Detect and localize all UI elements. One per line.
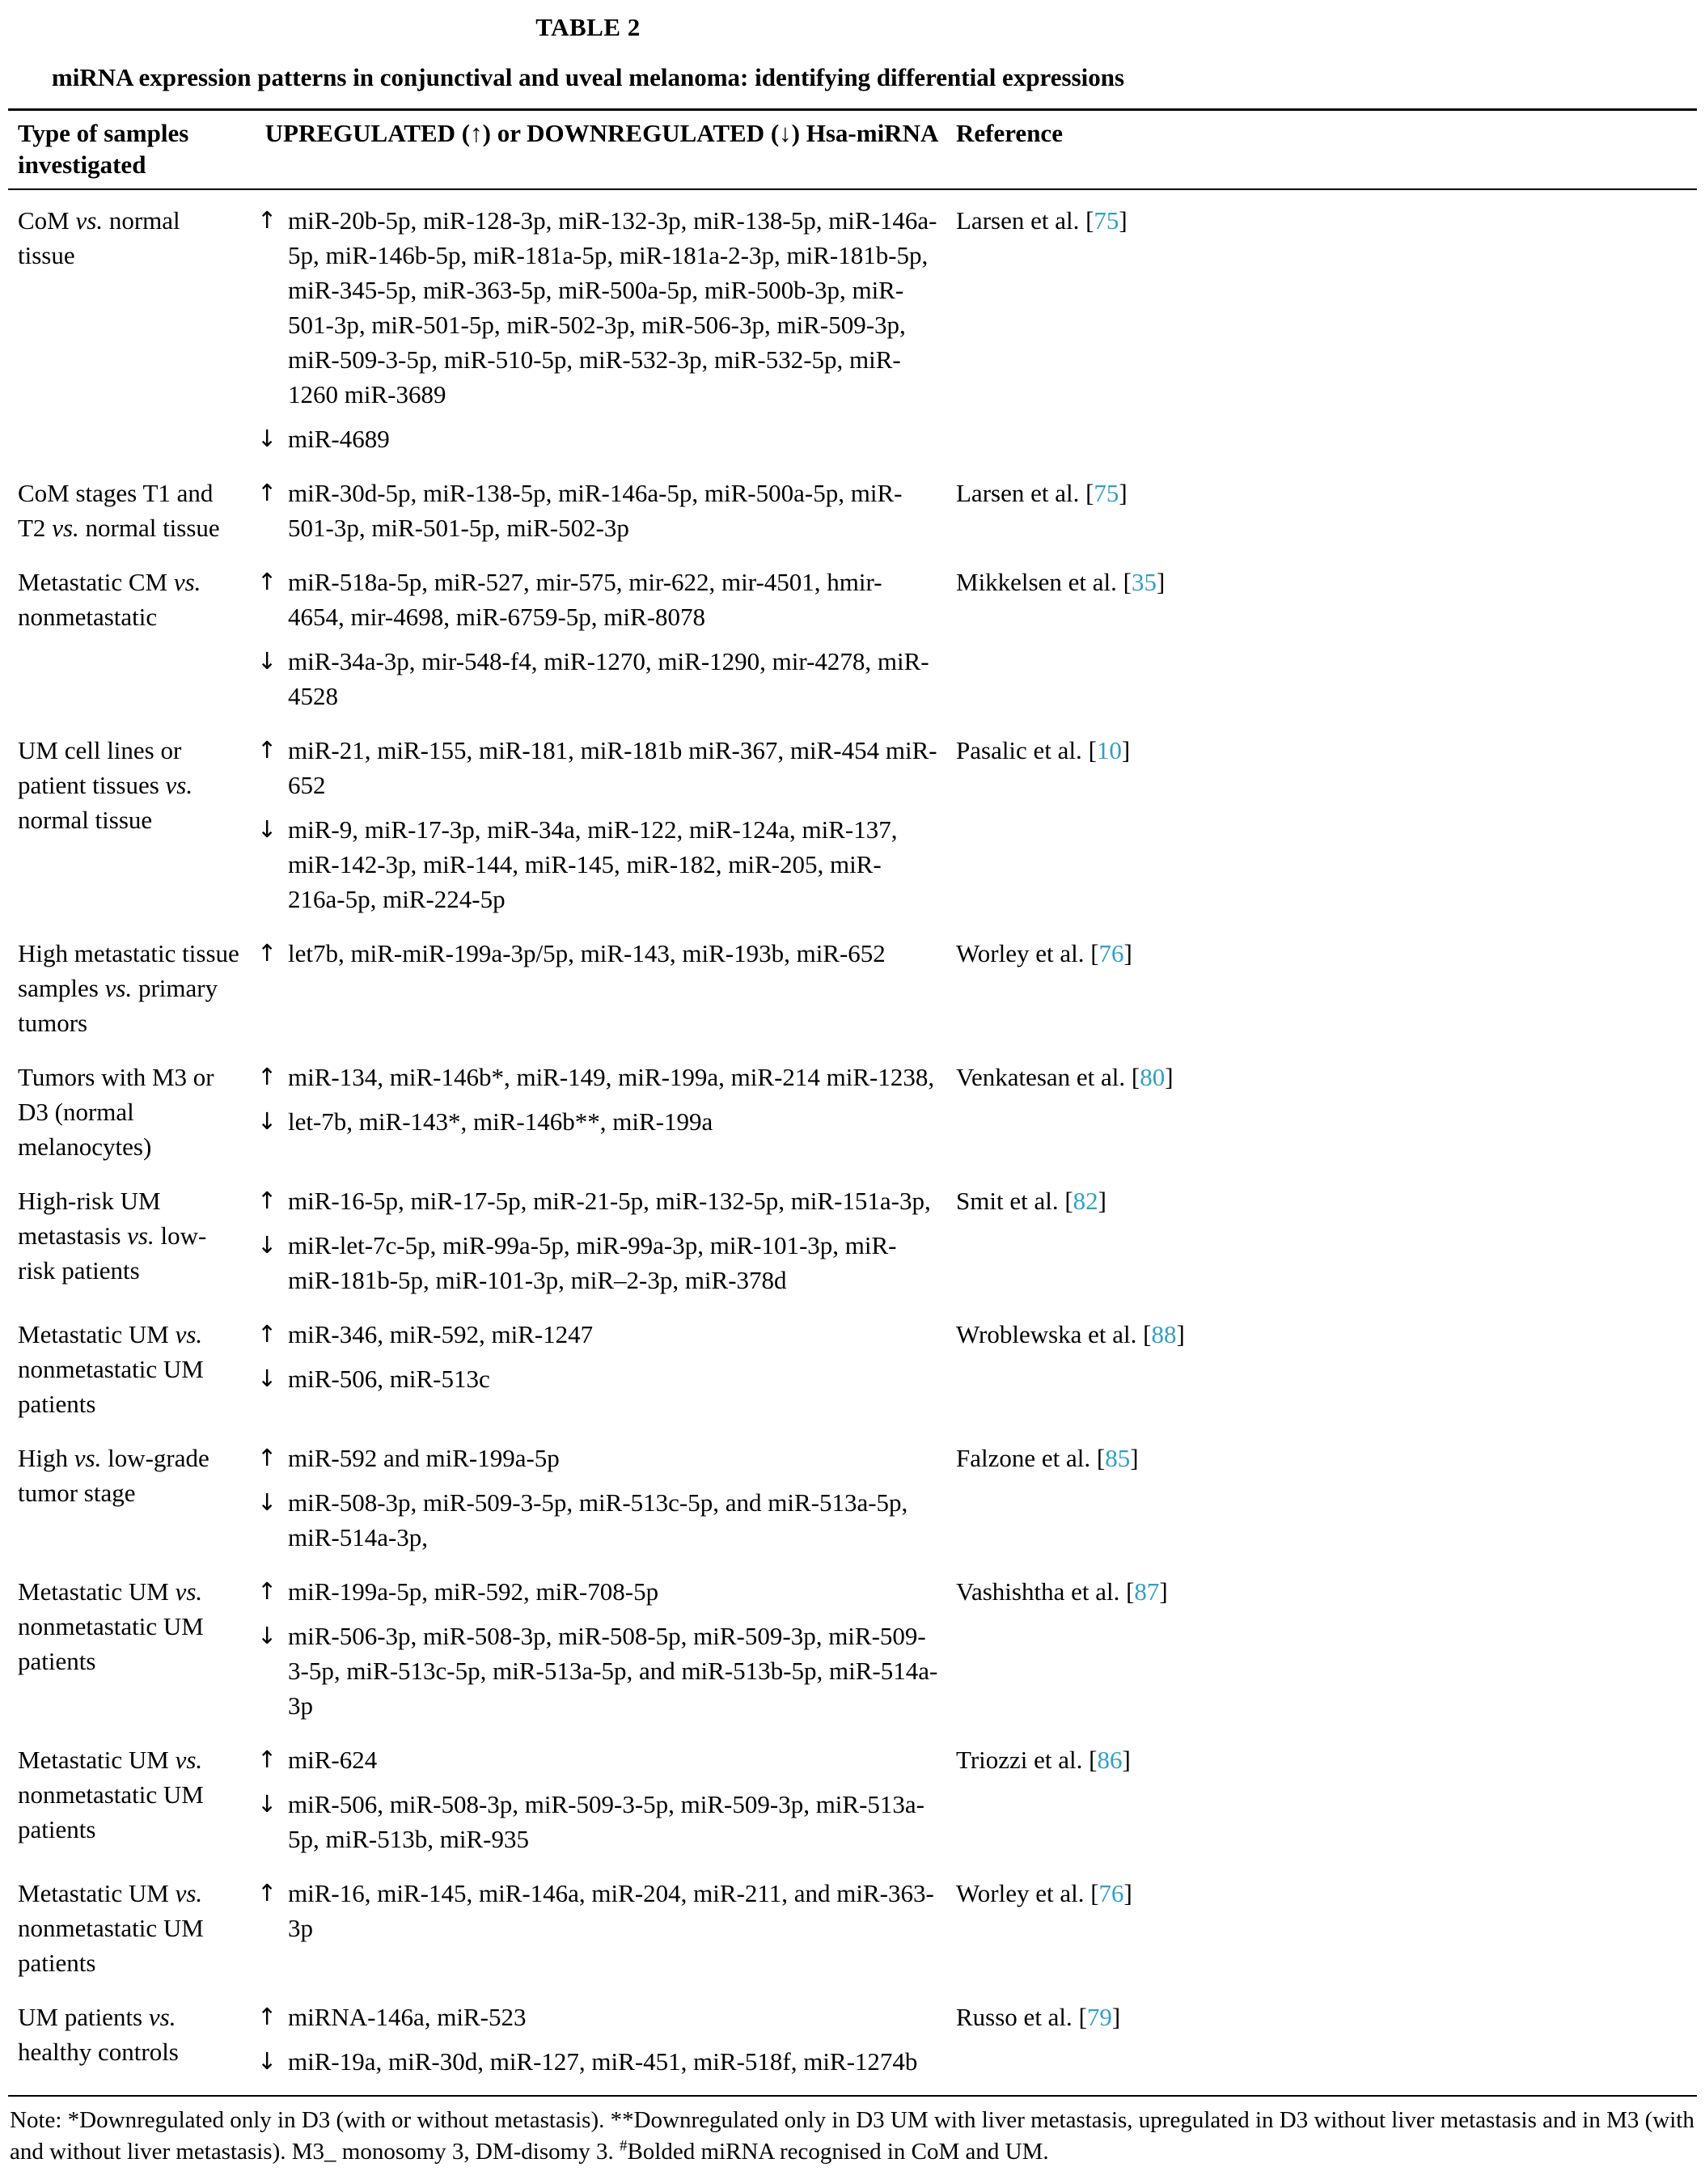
reference-authors: Venkatesan et al. xyxy=(956,1063,1132,1091)
footnote-text: # xyxy=(619,2137,628,2155)
sample-cell xyxy=(8,733,257,916)
reference-authors: Worley et al. xyxy=(956,1879,1091,1907)
up-arrow-icon: ↑ xyxy=(257,939,277,967)
reference-cell xyxy=(946,565,1697,713)
reference-authors: Worley et al. xyxy=(956,939,1091,967)
reference-cell xyxy=(946,476,1697,545)
citation-bracket: ] xyxy=(1123,939,1132,967)
mirna-cell xyxy=(257,476,946,545)
citation-link[interactable]: 88 xyxy=(1151,1320,1177,1348)
sample-text: UM cell lines or patient tissues xyxy=(18,736,182,799)
sample-vs-italic: vs. xyxy=(165,771,193,799)
mirna-entry xyxy=(257,644,938,713)
mirna-entry xyxy=(257,1361,938,1396)
mirna-entry xyxy=(257,421,938,456)
header-reference: Reference xyxy=(956,119,1063,147)
citation-bracket: [ xyxy=(1143,1320,1152,1348)
sample-text: High metastatic tissue samples xyxy=(18,939,239,1002)
reference-authors: Triozzi et al. xyxy=(956,1746,1089,1774)
mirna-entry xyxy=(257,2044,938,2079)
mirna-cell xyxy=(257,1742,946,1856)
sample-vs-italic: vs. xyxy=(104,974,133,1002)
sample-cell xyxy=(8,1183,257,1297)
sample-text: normal tissue xyxy=(78,514,220,542)
footnote-text: Note: *Downregulated only in D3 (with or without metastasis). **Downregulated only in D3 UM with liver metastasis, upregulated in D3 without liver metastasis and in M3 (with and without liver metastasis). M3_ monosomy 3, DM-disomy 3. xyxy=(10,2107,1694,2165)
mirna-cell xyxy=(257,936,946,1040)
mirna-list: miRNA-146a, miR-523 xyxy=(288,2003,527,2031)
mirna-list: let-7b, miR-143*, miR-146b**, miR-199a xyxy=(288,1107,713,1136)
reference-authors: Larsen et al. xyxy=(956,206,1086,235)
citation-link[interactable]: 10 xyxy=(1096,736,1122,764)
reference-cell xyxy=(946,1574,1697,1723)
reference-authors: Smit et al. xyxy=(956,1187,1065,1215)
mirna-entry xyxy=(257,565,938,634)
mirna-entry xyxy=(257,733,938,802)
mirna-list: miR-506, miR-508-3p, miR-509-3-5p, miR-509-3p, miR-513a-5p, miR-513b, miR-935 xyxy=(288,1790,925,1853)
sample-vs-italic: vs. xyxy=(52,514,79,542)
mirna-entry xyxy=(257,1317,938,1352)
sample-vs-italic: vs. xyxy=(127,1221,154,1250)
header-type-of-samples: Type of samples investigated xyxy=(18,119,189,179)
table-row xyxy=(8,1564,1697,1733)
citation-link[interactable]: 76 xyxy=(1098,1879,1124,1907)
sample-cell xyxy=(8,476,257,545)
up-arrow-icon: ↑ xyxy=(257,736,277,764)
sample-text: UM patients xyxy=(18,2003,149,2031)
mirna-cell xyxy=(257,733,946,916)
down-arrow-icon: ↓ xyxy=(257,1488,277,1516)
mirna-entry xyxy=(257,1876,938,1945)
mirna-entry xyxy=(257,936,938,971)
sample-cell xyxy=(8,936,257,1040)
mirna-list: miR-508-3p, miR-509-3-5p, miR-513c-5p, and miR-513a-5p, miR-514a-3p, xyxy=(288,1488,908,1551)
citation-bracket: [ xyxy=(1089,1746,1098,1774)
mirna-cell xyxy=(257,1060,946,1164)
mirna-cell xyxy=(257,203,946,456)
down-arrow-icon: ↓ xyxy=(257,2047,277,2075)
mirna-entry xyxy=(257,2000,938,2034)
sample-text: nonmetastatic UM patients xyxy=(18,1780,204,1843)
table-body xyxy=(8,190,1697,2097)
down-arrow-icon: ↓ xyxy=(257,425,277,452)
citation-bracket: ] xyxy=(1123,1879,1132,1907)
table-row xyxy=(8,193,1697,466)
table-row xyxy=(8,1431,1697,1564)
sample-cell xyxy=(8,1876,257,1980)
citation-bracket: [ xyxy=(1088,736,1097,764)
footnote-text: Bolded miRNA recognised in CoM and UM. xyxy=(627,2139,1049,2165)
table-row xyxy=(8,466,1697,555)
reference-cell xyxy=(946,1317,1697,1421)
table-row xyxy=(8,1866,1697,1990)
reference-cell xyxy=(946,1876,1697,1980)
down-arrow-icon: ↓ xyxy=(257,647,277,675)
mirna-cell xyxy=(257,1317,946,1421)
mirna-list: let7b, miR-miR-199a-3p/5p, miR-143, miR-193b, miR-652 xyxy=(288,939,886,967)
sample-text: Metastatic CM xyxy=(18,568,174,596)
reference-authors: Pasalic et al. xyxy=(956,736,1089,764)
table-footnote xyxy=(8,2097,1697,2168)
sample-cell xyxy=(8,1574,257,1723)
down-arrow-icon: ↓ xyxy=(257,1622,277,1649)
sample-cell xyxy=(8,203,257,456)
mirna-list: miR-518a-5p, miR-527, mir-575, mir-622, mir-4501, hmir-4654, mir-4698, miR-6759-5p, miR-8078 xyxy=(288,568,882,631)
citation-bracket: [ xyxy=(1126,1577,1135,1606)
up-arrow-icon: ↑ xyxy=(257,206,277,234)
mirna-entry xyxy=(257,1104,938,1139)
sample-text: nonmetastatic UM patients xyxy=(18,1612,204,1675)
mirna-list: miR-199a-5p, miR-592, miR-708-5p xyxy=(288,1577,659,1606)
up-arrow-icon: ↑ xyxy=(257,479,277,506)
table-row xyxy=(8,926,1697,1050)
mirna-list: miR-30d-5p, miR-138-5p, miR-146a-5p, miR-500a-5p, miR-501-3p, miR-501-5p, miR-502-3p xyxy=(288,479,903,542)
mirna-entry xyxy=(257,203,938,412)
mirna-entry xyxy=(257,1441,938,1475)
sample-cell xyxy=(8,1317,257,1421)
citation-bracket: [ xyxy=(1064,1187,1073,1215)
table-row xyxy=(8,1990,1697,2089)
sample-text: healthy controls xyxy=(18,2038,179,2066)
mirna-cell xyxy=(257,1876,946,1980)
reference-cell xyxy=(946,1060,1697,1164)
citation-bracket: ] xyxy=(1098,1187,1106,1215)
citation-link[interactable]: 76 xyxy=(1098,939,1124,967)
citation-link[interactable]: 35 xyxy=(1131,568,1157,596)
reference-cell xyxy=(946,936,1697,1040)
sample-text: Metastatic UM xyxy=(18,1577,176,1606)
mirna-list: miR-624 xyxy=(288,1746,378,1774)
sample-text: CoM xyxy=(18,206,76,235)
sample-text: low-grade tumor stage xyxy=(18,1444,209,1507)
up-arrow-icon: ↑ xyxy=(257,1746,277,1773)
up-arrow-icon: ↑ xyxy=(257,1444,277,1471)
mirna-list: miR-134, miR-146b*, miR-149, miR-199a, miR-214 miR-1238, xyxy=(288,1063,935,1091)
up-arrow-icon: ↑ xyxy=(257,1187,277,1214)
mirna-list: miR-4689 xyxy=(288,425,390,453)
citation-bracket: [ xyxy=(1085,206,1094,235)
reference-cell xyxy=(946,1441,1697,1555)
mirna-cell xyxy=(257,1183,946,1297)
sample-text: High xyxy=(18,1444,74,1472)
citation-link[interactable]: 85 xyxy=(1105,1444,1131,1472)
down-arrow-icon: ↓ xyxy=(257,815,277,843)
citation-bracket: ] xyxy=(1156,568,1166,596)
citation-bracket: ] xyxy=(1159,1577,1168,1606)
sample-text: Metastatic UM xyxy=(18,1746,176,1774)
reference-authors: Larsen et al. xyxy=(956,479,1086,507)
sample-text: Tumors with M3 or D3 (normal melanocytes) xyxy=(18,1063,214,1161)
sample-cell xyxy=(8,565,257,713)
citation-bracket: ] xyxy=(1121,736,1131,764)
mirna-entry xyxy=(257,1574,938,1609)
sample-vs-italic: vs. xyxy=(175,1577,203,1606)
mirna-entry xyxy=(257,812,938,916)
down-arrow-icon: ↓ xyxy=(257,1790,277,1818)
sample-vs-italic: vs. xyxy=(75,206,104,235)
sample-text: normal tissue xyxy=(18,206,180,269)
citation-bracket: ] xyxy=(1119,206,1128,235)
table-row xyxy=(8,1307,1697,1431)
mirna-entry xyxy=(257,1228,938,1297)
reference-authors: Falzone et al. xyxy=(956,1444,1097,1472)
mirna-list: miR-16, miR-145, miR-146a, miR-204, miR-211, and miR-363-3p xyxy=(288,1879,934,1942)
sample-text: primary tumors xyxy=(18,974,218,1037)
mirna-cell xyxy=(257,2000,946,2079)
mirna-entry xyxy=(257,1060,938,1094)
citation-link[interactable]: 82 xyxy=(1072,1187,1098,1215)
citation-bracket: ] xyxy=(1176,1320,1185,1348)
mirna-list: miR-19a, miR-30d, miR-127, miR-451, miR-518f, miR-1274b xyxy=(288,2047,918,2076)
reference-authors: Wroblewska et al. xyxy=(956,1320,1144,1348)
citation-bracket: ] xyxy=(1122,1746,1131,1774)
up-arrow-icon: ↑ xyxy=(257,1320,277,1348)
citation-bracket: [ xyxy=(1085,479,1094,507)
sample-text: low-risk patients xyxy=(18,1221,207,1285)
table-title: miRNA expression patterns in conjunctival and uveal melanoma: identifying differential expressions xyxy=(51,63,1125,91)
sample-text: nonmetastatic UM patients xyxy=(18,1355,204,1418)
mirna-list: miR-16-5p, miR-17-5p, miR-21-5p, miR-132-5p, miR-151a-3p, xyxy=(288,1187,931,1215)
table-row xyxy=(8,723,1697,926)
sample-vs-italic: vs. xyxy=(175,1879,203,1907)
mirna-entry xyxy=(257,1183,938,1218)
reference-authors: Russo et al. xyxy=(956,2003,1079,2031)
table-row xyxy=(8,1733,1697,1866)
mirna-entry xyxy=(257,1619,938,1723)
sample-cell xyxy=(8,1441,257,1555)
citation-bracket: [ xyxy=(1078,2003,1087,2031)
table-row xyxy=(8,1174,1697,1307)
mirna-list: miR-20b-5p, miR-128-3p, miR-132-3p, miR-138-5p, miR-146a-5p, miR-146b-5p, miR-181a-5p, miR-181a-2-3p, miR-181b-5p, miR-345-5p, miR-363-5p, miR-500a-5p, miR-500b-3p, miR-501-3p, miR-501-5p, miR-502-3p, miR-506-3p, miR-509-3p, miR-509-3-5p, miR-510-5p, miR-532-3p, miR-532-5p, miR-1260 miR-3689 xyxy=(288,206,937,408)
sample-vs-italic: vs. xyxy=(175,1320,203,1348)
mirna-entry xyxy=(257,1485,938,1555)
sample-text: nonmetastatic UM patients xyxy=(18,1914,204,1977)
down-arrow-icon: ↓ xyxy=(257,1231,277,1259)
mirna-list: miR-506-3p, miR-508-3p, miR-508-5p, miR-509-3p, miR-509-3-5p, miR-513c-5p, miR-513a-5p, and miR-513b-5p, miR-514a-3p xyxy=(288,1622,938,1720)
citation-link[interactable]: 86 xyxy=(1097,1746,1123,1774)
mirna-entry xyxy=(257,476,938,545)
header-upregulated-downregulated: UPREGULATED (↑) or DOWNREGULATED (↓) Hsa-miRNA xyxy=(264,119,939,147)
mirna-cell xyxy=(257,1441,946,1555)
sample-cell xyxy=(8,1742,257,1856)
reference-authors: Vashishtha et al. xyxy=(956,1577,1127,1606)
mirna-cell xyxy=(257,1574,946,1723)
citation-bracket: ] xyxy=(1130,1444,1139,1472)
citation-bracket: [ xyxy=(1090,1879,1099,1907)
citation-bracket: [ xyxy=(1131,1063,1140,1091)
citation-link[interactable]: 79 xyxy=(1086,2003,1112,2031)
sample-cell xyxy=(8,1060,257,1164)
reference-cell xyxy=(946,733,1697,916)
down-arrow-icon: ↓ xyxy=(257,1107,277,1135)
citation-bracket: [ xyxy=(1123,568,1132,596)
mirna-entry xyxy=(257,1787,938,1856)
reference-cell xyxy=(946,203,1697,456)
up-arrow-icon: ↑ xyxy=(257,1063,277,1090)
sample-vs-italic: vs. xyxy=(175,1746,203,1774)
mirna-entry xyxy=(257,1742,938,1777)
mirna-list: miR-506, miR-513c xyxy=(288,1365,490,1393)
sample-text: Metastatic UM xyxy=(18,1320,176,1348)
table-header-row xyxy=(8,108,1697,190)
mirna-cell xyxy=(257,565,946,713)
reference-cell xyxy=(946,2000,1697,2079)
sample-text: CoM stages T1 and T2 xyxy=(18,479,214,542)
sample-text: High-risk UM metastasis xyxy=(18,1187,161,1250)
sample-text: nonmetastatic xyxy=(18,603,158,631)
citation-link[interactable]: 75 xyxy=(1094,479,1119,507)
mirna-list: miR-592 and miR-199a-5p xyxy=(288,1444,560,1472)
reference-cell xyxy=(946,1183,1697,1297)
mirna-list: miR-34a-3p, mir-548-f4, miR-1270, miR-1290, mir-4278, miR-4528 xyxy=(288,647,929,710)
citation-bracket: [ xyxy=(1090,939,1099,967)
citation-bracket: ] xyxy=(1119,479,1128,507)
citation-link[interactable]: 80 xyxy=(1140,1063,1166,1091)
up-arrow-icon: ↑ xyxy=(257,1577,277,1605)
citation-bracket: ] xyxy=(1165,1063,1174,1091)
reference-authors: Mikkelsen et al. xyxy=(956,568,1123,596)
mirna-list: miR-9, miR-17-3p, miR-34a, miR-122, miR-124a, miR-137, miR-142-3p, miR-144, miR-145, miR-182, miR-205, miR-216a-5p, miR-224-5p xyxy=(288,815,898,913)
up-arrow-icon: ↑ xyxy=(257,2003,277,2030)
sample-cell xyxy=(8,2000,257,2079)
citation-link[interactable]: 75 xyxy=(1094,206,1119,235)
sample-vs-italic: vs. xyxy=(148,2003,176,2031)
table-row xyxy=(8,555,1697,723)
down-arrow-icon: ↓ xyxy=(257,1365,277,1392)
table-label: TABLE 2 xyxy=(535,13,641,41)
mirna-list: miR-346, miR-592, miR-1247 xyxy=(288,1320,594,1348)
citation-bracket: [ xyxy=(1096,1444,1106,1472)
up-arrow-icon: ↑ xyxy=(257,568,277,595)
sample-text: normal tissue xyxy=(18,806,153,834)
mirna-list: miR-let-7c-5p, miR-99a-5p, miR-99a-3p, miR-101-3p, miR-miR-181b-5p, miR-101-3p, miR–2-3p, miR-378d xyxy=(288,1231,897,1294)
citation-bracket: ] xyxy=(1111,2003,1121,2031)
sample-vs-italic: vs. xyxy=(173,568,201,596)
reference-cell xyxy=(946,1742,1697,1856)
mirna-list: miR-21, miR-155, miR-181, miR-181b miR-367, miR-454 miR-652 xyxy=(288,736,937,799)
table-row xyxy=(8,1050,1697,1174)
sample-text: Metastatic UM xyxy=(18,1879,176,1907)
up-arrow-icon: ↑ xyxy=(257,1879,277,1907)
sample-vs-italic: vs. xyxy=(74,1444,102,1472)
citation-link[interactable]: 87 xyxy=(1134,1577,1160,1606)
